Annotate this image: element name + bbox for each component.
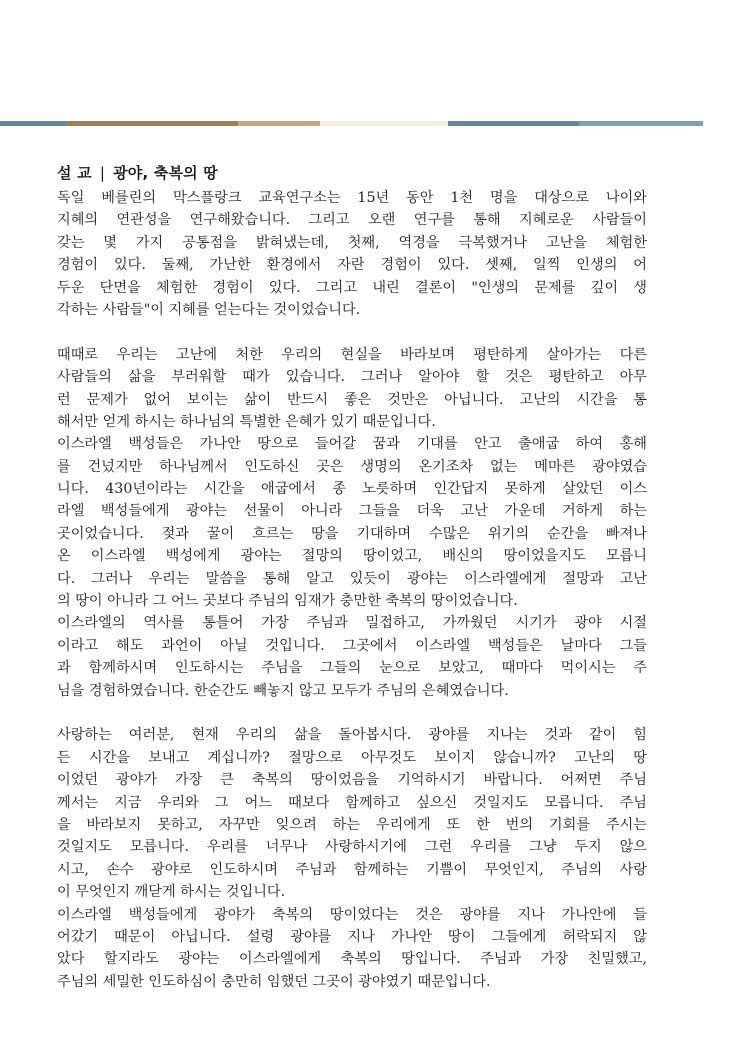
- text-line: 사람들의 삶을 부러워할 때가 있습니다. 그러나 알아야 할 것은 평탄하고 아무: [57, 369, 647, 386]
- paragraph: [57, 187, 647, 321]
- text-line: 이스라엘의 역사를 통틀어 가장 주님과 밀접하고, 가까웠던 시기가 광야 시절: [57, 615, 647, 632]
- paragraph: [57, 904, 647, 994]
- text-line: 를 건넜지만 하나님께서 인도하신 곳은 생명의 온기조차 없는 메마른 광야였습: [57, 458, 647, 475]
- text-line: 곳이었습니다. 젖과 꿀이 흐르는 땅을 기대하며 수많은 위기의 순간을 빠져나: [57, 525, 647, 542]
- text-line: 런 문제가 없어 보이는 삶이 반드시 좋은 것만은 아닙니다. 고난의 시간을 통: [57, 391, 647, 408]
- text-line: 이라고 해도 과언이 아닐 것입니다. 그곳에서 이스라엘 백성들은 날마다 그들: [57, 637, 647, 654]
- text-line: 든 시간을 보내고 계십니까? 절망으로 아무것도 보이지 않습니까? 고난의 땅: [57, 749, 647, 766]
- text-line: 시고, 손수 광야로 인도하시며 주님과 함께하는 기쁨이 무엇인지, 주님의 사랑: [57, 861, 647, 878]
- text-line: 독일 베를린의 막스플랑크 교육연구소는 15년 동안 1천 명을 대상으로 나이와: [57, 190, 647, 206]
- paragraph: [57, 433, 647, 612]
- heading-label: 설 교: [57, 164, 92, 182]
- text-line: 온 이스라엘 백성에게 광야는 절망의 땅이었고, 배신의 땅이었을지도 모릅니: [57, 548, 647, 565]
- sermon-heading: [57, 162, 218, 183]
- text-line: 께서는 지금 우리와 그 어느 때보다 함께하고 싶으신 것일지도 모릅니다. 주님: [57, 794, 647, 811]
- band-segment: [579, 121, 703, 126]
- text-line: 니다. 430년이라는 시간을 애굽에서 종 노릇하며 인간답지 못하게 살았던 이스: [57, 481, 647, 498]
- text-line: 라엘 백성들에게 광야는 선물이 아니라 그들을 더욱 고난 가운데 거하게 하는: [57, 503, 647, 520]
- text-line: 님을 경험하였습니다. 한순간도 빼놓지 않고 모두가 주님의 은혜였습니다.: [57, 682, 509, 699]
- text-line: 사랑하는 여러분, 현재 우리의 삶을 돌아봅시다. 광야를 지나는 것과 같이 힘: [57, 727, 647, 744]
- text-line: 의 땅이 아니라 그 어느 곳보다 주님의 임재가 충만한 축복의 땅이었습니다.: [57, 593, 518, 610]
- paragraph-gap: [57, 702, 647, 724]
- paragraph: [57, 724, 647, 903]
- paragraph-gap: [57, 321, 647, 343]
- band-segment: [448, 121, 579, 126]
- text-line: 이스라엘 백성들은 가나안 땅으로 들어갈 꿈과 기대를 안고 출애굽 하여 홍해: [57, 436, 647, 453]
- text-line: 각하는 사람들"이 지혜를 얻는다는 것이었습니다.: [57, 301, 361, 318]
- text-line: 주님의 세밀한 인도하심이 충만히 임했던 그곳이 광야였기 때문입니다.: [57, 973, 491, 990]
- text-line: 이스라엘 백성들에게 광야가 축복의 땅이었다는 것은 광야를 지나 가나안에 들: [57, 906, 647, 923]
- text-line: 이 무엇인지 깨닫게 하시는 것입니다.: [57, 884, 286, 901]
- decorative-color-band: [0, 121, 703, 126]
- band-segment: [320, 121, 448, 126]
- text-line: 이었던 광야가 가장 큰 축복의 땅이었음을 기억하시기 바랍니다. 어쩌면 주님: [57, 772, 647, 789]
- paragraph: [57, 344, 647, 434]
- text-line: 다. 그러나 우리는 말씀을 통해 알고 있듯이 광야는 이스라엘에게 절망과 고난: [57, 570, 647, 587]
- paragraph: [57, 612, 647, 702]
- text-line: 것일지도 모릅니다. 우리를 너무나 사랑하시기에 그런 우리를 그냥 두지 않으: [57, 839, 647, 856]
- text-line: 갖는 몇 가지 공통점을 밝혀냈는데, 첫째, 역경을 극복했거나 고난을 체험한: [57, 234, 647, 251]
- text-line: 았다 할지라도 광야는 이스라엘에게 축복의 땅입니다. 주님과 가장 친밀했고,: [57, 951, 647, 968]
- band-segment: [238, 121, 320, 126]
- sermon-body: [57, 187, 647, 993]
- heading-title: 광야, 축복의 땅: [113, 164, 218, 182]
- text-line: 과 함께하시며 인도하시는 주님을 그들의 눈으로 보았고, 때마다 먹이시는 주: [57, 660, 647, 677]
- heading-separator: |: [99, 164, 106, 182]
- text-line: 을 바라보지 못하고, 자꾸만 잊으려 하는 우리에게 또 한 번의 기회를 주시는: [57, 816, 647, 833]
- text-line: 두운 단면을 체험한 경험이 있다. 그리고 내린 결론이 "인생의 문제를 깊이 생: [57, 279, 647, 296]
- text-line: 지혜의 연관성을 연구해왔습니다. 그리고 오랜 연구를 통해 지혜로운 사람들이: [57, 212, 647, 229]
- text-line: 경험이 있다. 둘째, 가난한 환경에서 자란 경험이 있다. 셋째, 일찍 인생의 어: [57, 257, 647, 274]
- text-line: 때때로 우리는 고난에 처한 우리의 현실을 바라보며 평탄하게 살아가는 다른: [57, 346, 647, 363]
- text-line: 해서만 얻게 하시는 하나님의 특별한 은혜가 있기 때문입니다.: [57, 413, 436, 430]
- text-line: 어갔기 때문이 아닙니다. 설령 광야를 지나 가나안 땅이 그들에게 허락되지 않: [57, 928, 647, 945]
- band-segment: [0, 121, 66, 126]
- band-segment: [66, 121, 238, 126]
